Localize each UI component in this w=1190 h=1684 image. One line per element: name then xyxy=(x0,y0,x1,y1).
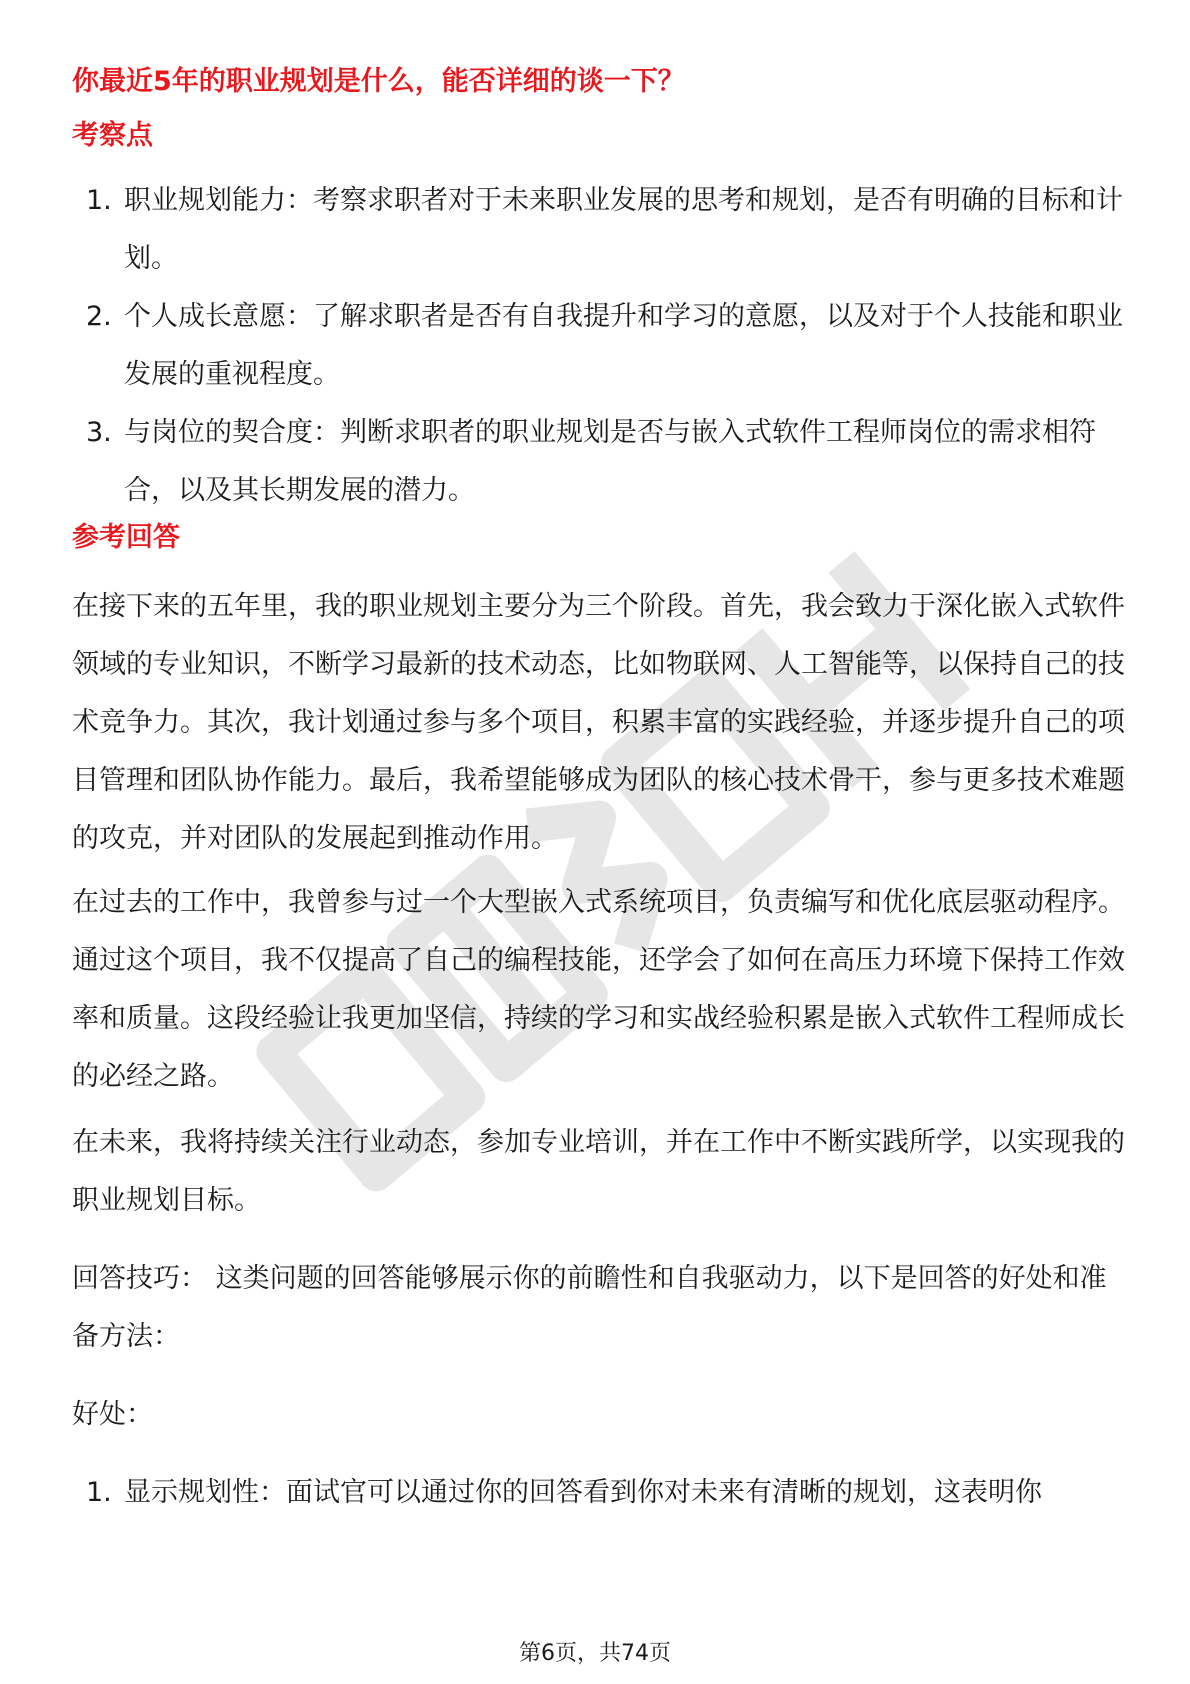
list-item xyxy=(72,172,1132,288)
page-footer: 第6页，共74页 xyxy=(519,1641,671,1666)
list-text: 个人成长意愿：了解求职者是否有自我提升和学习的意愿，以及对于个人技能和职业发展的重视程度。 xyxy=(124,301,1123,390)
list-item xyxy=(72,288,1132,404)
answer-paragraph: 在过去的工作中，我曾参与过一个大型嵌入式系统项目，负责编写和优化底层驱动程序。通过这个项目，我不仅提高了自己的编程技能，还学会了如何在高压力环境下保持工作效率和质量。这段经验让我更加坚信，持续的学习和实战经验积累是嵌入式软件工程师成长的必经之路。 xyxy=(72,887,1125,1092)
question-title: 你最近5年的职业规划是什么，能否详细的谈一下？ xyxy=(72,66,685,97)
benefits-label: 好处： xyxy=(72,1399,153,1430)
answer-paragraph: 在接下来的五年里，我的职业规划主要分为三个阶段。首先，我会致力于深化嵌入式软件领域的专业知识，不断学习最新的技术动态，比如物联网、人工智能等，以保持自己的技术竞争力。其次，我计划通过参与多个项目，积累丰富的实践经验，并逐步提升自己的项目管理和团队协作能力。最后，我希望能够成为团队的核心技术骨干，参与更多技术难题的攻克，并对团队的发展起到推动作用。 xyxy=(72,591,1125,854)
evaluation-list xyxy=(72,172,1132,520)
list-number: 3. xyxy=(86,417,112,448)
answer-paragraph: 在未来，我将持续关注行业动态，参加专业培训，并在工作中不断实践所学，以实现我的职业规划目标。 xyxy=(72,1127,1125,1216)
section-heading-reference-answer: 参考回答 xyxy=(72,522,180,553)
section-heading-evaluation: 考察点 xyxy=(72,120,153,151)
tips-paragraph: 回答技巧： 这类问题的回答能够展示你的前瞻性和自我驱动力，以下是回答的好处和准备方法： xyxy=(72,1263,1107,1352)
list-text: 显示规划性：面试官可以通过你的回答看到你对未来有清晰的规划，这表明你 xyxy=(124,1477,1042,1508)
list-text: 职业规划能力：考察求职者对于未来职业发展的思考和规划，是否有明确的目标和计划。 xyxy=(124,185,1123,274)
list-number: 1. xyxy=(86,1477,112,1508)
list-text: 与岗位的契合度：判断求职者的职业规划是否与嵌入式软件工程师岗位的需求相符合，以及其长期发展的潜力。 xyxy=(124,417,1096,506)
list-item xyxy=(72,404,1132,520)
benefits-list xyxy=(72,1464,1132,1522)
list-item xyxy=(72,1464,1132,1522)
list-number: 2. xyxy=(86,301,112,332)
list-number: 1. xyxy=(86,185,112,216)
